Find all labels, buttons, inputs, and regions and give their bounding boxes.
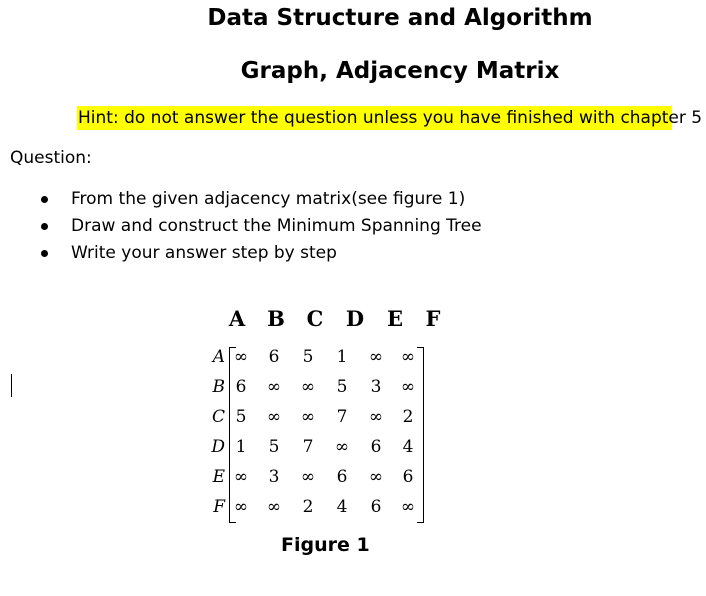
matrix-cell: ∞ [368,347,384,367]
matrix-cell: 6 [370,497,382,517]
matrix-column-header: C [306,306,324,331]
matrix-cell: ∞ [300,407,316,427]
matrix-cell: ∞ [233,497,249,517]
question-bullet-list [0,186,482,267]
matrix-cell: 4 [402,437,414,457]
matrix-right-bracket [417,347,424,523]
matrix-column-header: E [386,306,403,331]
bullet-item: Draw and construct the Minimum Spanning Tree [0,213,482,240]
matrix-cell: 6 [402,467,414,487]
matrix-cell: 6 [235,377,247,397]
matrix-cell: ∞ [400,377,416,397]
matrix-row-header: F [213,497,225,517]
matrix-column-header: F [425,306,441,331]
matrix-cell: ∞ [233,467,249,487]
matrix-cell: ∞ [266,377,282,397]
matrix-cell: ∞ [300,377,316,397]
matrix-row-header: B [212,377,225,397]
matrix-cell: ∞ [266,407,282,427]
matrix-column-header: B [267,306,285,331]
matrix-cell: 5 [336,377,348,397]
matrix-row-header: D [211,437,225,457]
matrix-cell: ∞ [368,467,384,487]
figure-caption: Figure 1 [281,534,370,556]
matrix-cell: ∞ [266,497,282,517]
matrix-row-header: C [211,407,225,427]
text-cursor [11,374,12,397]
matrix-cell: 3 [268,467,280,487]
matrix-cell: 1 [235,437,247,457]
bullet-item: From the given adjacency matrix(see figure 1) [0,186,482,213]
matrix-cell: 1 [336,347,348,367]
document-title: Data Structure and Algorithm [207,5,593,31]
matrix-cell: 7 [336,407,348,427]
matrix-row-header: A [212,347,225,367]
matrix-cell: ∞ [300,467,316,487]
matrix-cell: 2 [302,497,314,517]
matrix-cell: 5 [235,407,247,427]
matrix-cell: 6 [336,467,348,487]
hint-highlight: Hint: do not answer the question unless you have finished with chapter 5 [78,108,703,128]
question-label: Question: [10,148,92,168]
matrix-cell: ∞ [400,497,416,517]
matrix-cell: 6 [370,437,382,457]
matrix-cell: 6 [268,347,280,367]
matrix-cell: 5 [268,437,280,457]
matrix-column-header: D [345,306,365,331]
matrix-cell: ∞ [233,347,249,367]
matrix-cell: 3 [370,377,382,397]
matrix-cell: ∞ [368,407,384,427]
matrix-cell: 7 [302,437,314,457]
matrix-cell: ∞ [334,437,350,457]
document-subtitle: Graph, Adjacency Matrix [240,58,560,84]
matrix-cell: 5 [302,347,314,367]
bullet-item: Write your answer step by step [0,240,482,267]
matrix-cell: 2 [402,407,414,427]
matrix-column-header: A [228,306,246,331]
matrix-cell: 4 [336,497,348,517]
matrix-row-header: E [212,467,225,487]
matrix-cell: ∞ [400,347,416,367]
